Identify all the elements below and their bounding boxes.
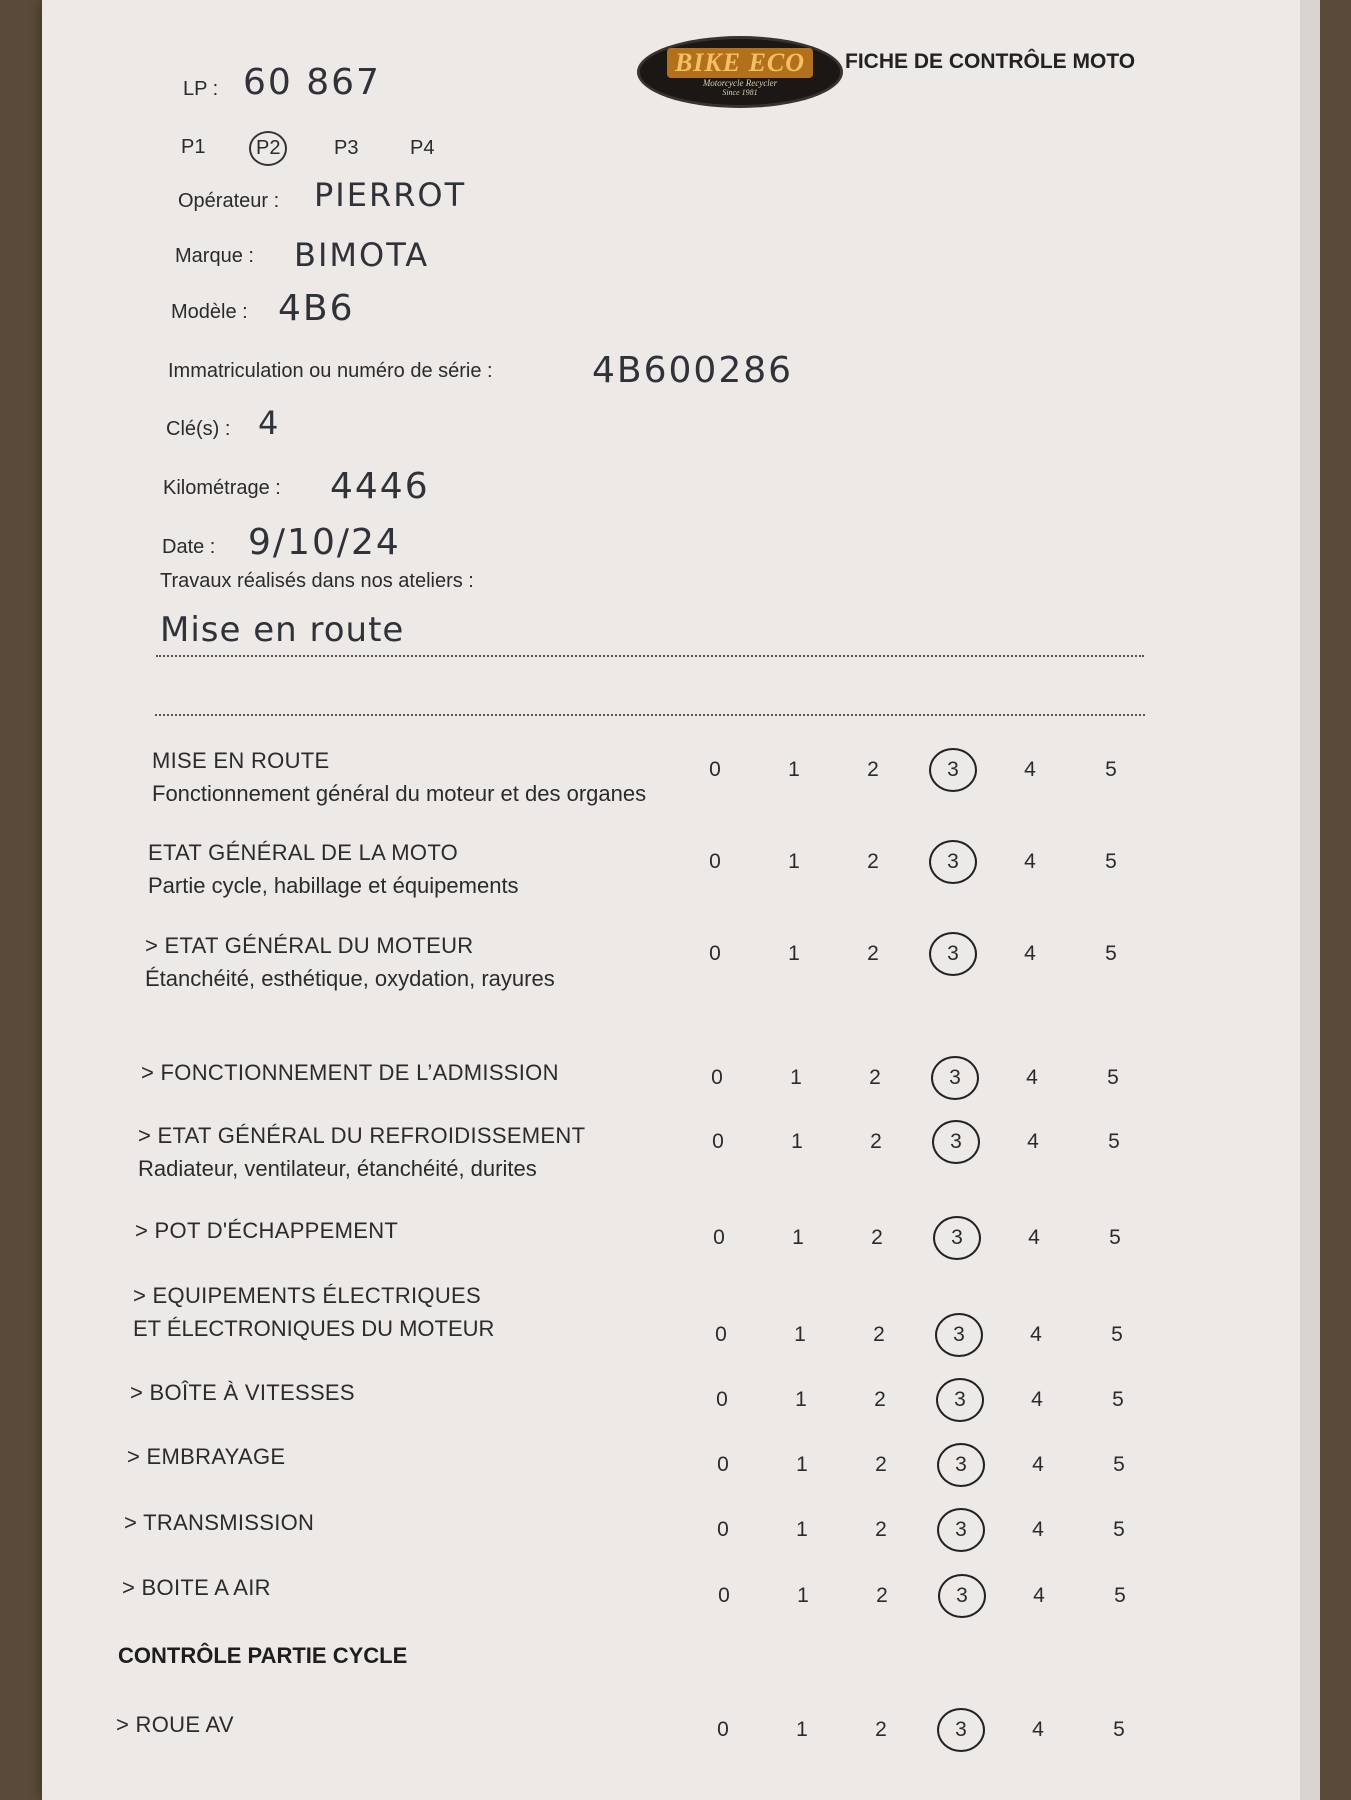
score-option[interactable]: 1: [788, 850, 800, 873]
km-value[interactable]: 4446: [330, 466, 430, 507]
score-option[interactable]: 0: [716, 1388, 728, 1411]
score-option-selected[interactable]: 3: [932, 1120, 980, 1164]
immat-label: Immatriculation ou numéro de série :: [168, 360, 493, 382]
score-option[interactable]: 1: [796, 1453, 808, 1476]
score-option[interactable]: 4: [1024, 942, 1036, 965]
p-option-2-selected[interactable]: P2: [249, 131, 287, 166]
score-option[interactable]: 1: [795, 1388, 807, 1411]
modele-label: Modèle :: [171, 301, 248, 323]
score-option[interactable]: 4: [1032, 1453, 1044, 1476]
score-option[interactable]: 0: [717, 1453, 729, 1476]
marque-label: Marque :: [175, 245, 254, 267]
rating-row-subtitle: Étanchéité, esthétique, oxydation, rayures: [145, 966, 555, 991]
score-option-selected[interactable]: 3: [929, 748, 977, 792]
operateur-value[interactable]: PIERROT: [314, 176, 467, 214]
cles-value[interactable]: 4: [258, 404, 281, 442]
score-option[interactable]: 5: [1108, 1130, 1120, 1153]
score-option[interactable]: 1: [796, 1518, 808, 1541]
form-title: FICHE DE CONTRÔLE MOTO: [845, 50, 1136, 73]
rating-row-subtitle: ET ÉLECTRONIQUES DU MOTEUR: [133, 1316, 495, 1341]
score-option[interactable]: 5: [1111, 1323, 1123, 1346]
score-option[interactable]: 2: [873, 1323, 885, 1346]
score-option[interactable]: 2: [876, 1584, 888, 1607]
score-option[interactable]: 1: [791, 1130, 803, 1153]
score-option[interactable]: 0: [709, 942, 721, 965]
p-option-4[interactable]: P4: [410, 137, 435, 159]
score-option[interactable]: 1: [790, 1066, 802, 1089]
score-option[interactable]: 2: [875, 1453, 887, 1476]
score-option[interactable]: 0: [709, 758, 721, 781]
logo-sub-text: Motorcycle Recycler: [702, 77, 778, 88]
score-option[interactable]: 2: [875, 1518, 887, 1541]
marque-value[interactable]: BIMOTA: [294, 236, 430, 274]
travaux-label: Travaux réalisés dans nos ateliers :: [160, 570, 474, 592]
score-option[interactable]: 2: [867, 758, 879, 781]
score-option[interactable]: 5: [1105, 850, 1117, 873]
score-option-selected[interactable]: 3: [929, 840, 977, 884]
travaux-line-2: [155, 714, 1145, 716]
operateur-label: Opérateur :: [178, 190, 280, 212]
score-option[interactable]: 0: [709, 850, 721, 873]
score-option-selected[interactable]: 3: [938, 1574, 986, 1618]
score-option[interactable]: 1: [788, 758, 800, 781]
modele-value[interactable]: 4B6: [278, 288, 355, 329]
score-option[interactable]: 2: [867, 942, 879, 965]
score-option[interactable]: 0: [718, 1584, 730, 1607]
lp-label: LP :: [183, 78, 219, 100]
date-value[interactable]: 9/10/24: [248, 522, 401, 563]
score-option[interactable]: 1: [788, 942, 800, 965]
score-option-selected[interactable]: 3: [931, 1056, 979, 1100]
section-partie-cycle-title: CONTRÔLE PARTIE CYCLE: [118, 1643, 408, 1668]
logo-main-text: BIKE ECO: [667, 48, 813, 78]
rating-row-title: > POT D'ÉCHAPPEMENT: [135, 1218, 399, 1243]
score-option[interactable]: 5: [1107, 1066, 1119, 1089]
score-option[interactable]: 0: [711, 1066, 723, 1089]
rating-row-title: > EQUIPEMENTS ÉLECTRIQUES: [133, 1283, 481, 1308]
rating-row-subtitle: Fonctionnement général du moteur et des organes: [152, 781, 647, 806]
rating-row-title: > TRANSMISSION: [124, 1510, 315, 1535]
score-option[interactable]: 2: [875, 1718, 887, 1741]
rating-row-title: > ETAT GÉNÉRAL DU REFROIDISSEMENT: [138, 1123, 586, 1148]
score-option[interactable]: 5: [1112, 1388, 1124, 1411]
score-option[interactable]: 0: [712, 1130, 724, 1153]
score-option[interactable]: 4: [1032, 1718, 1044, 1741]
score-option[interactable]: 5: [1113, 1453, 1125, 1476]
score-option[interactable]: 2: [874, 1388, 886, 1411]
score-option[interactable]: 4: [1031, 1388, 1043, 1411]
score-option-selected[interactable]: 3: [937, 1508, 985, 1552]
score-option[interactable]: 5: [1114, 1584, 1126, 1607]
score-option[interactable]: 4: [1028, 1226, 1040, 1249]
rating-row-title: MISE EN ROUTE: [152, 748, 330, 773]
score-option-selected[interactable]: 3: [936, 1378, 984, 1422]
score-option[interactable]: 5: [1113, 1718, 1125, 1741]
score-option[interactable]: 2: [867, 850, 879, 873]
rating-row-title: ETAT GÉNÉRAL DE LA MOTO: [148, 840, 459, 865]
date-label: Date :: [162, 536, 216, 558]
score-option[interactable]: 1: [794, 1323, 806, 1346]
rating-row-title: > BOITE A AIR: [122, 1575, 271, 1600]
score-option[interactable]: 5: [1105, 758, 1117, 781]
score-option[interactable]: 5: [1105, 942, 1117, 965]
score-option-selected[interactable]: 3: [935, 1313, 983, 1357]
lp-value[interactable]: 60 867: [243, 62, 381, 103]
travaux-line-1: [156, 655, 1144, 657]
score-option[interactable]: 4: [1024, 850, 1036, 873]
score-option[interactable]: 5: [1113, 1518, 1125, 1541]
score-option[interactable]: 4: [1033, 1584, 1045, 1607]
score-option[interactable]: 4: [1024, 758, 1036, 781]
bike-eco-logo: [637, 36, 843, 108]
score-option[interactable]: 5: [1109, 1226, 1121, 1249]
score-option[interactable]: 2: [871, 1226, 883, 1249]
rating-row-subtitle: Radiateur, ventilateur, étanchéité, durites: [138, 1156, 537, 1181]
cles-label: Clé(s) :: [166, 418, 231, 440]
score-option[interactable]: 4: [1027, 1130, 1039, 1153]
score-option[interactable]: 4: [1030, 1323, 1042, 1346]
rating-row-title: > EMBRAYAGE: [127, 1444, 286, 1469]
rating-row-title: > ROUE AV: [116, 1712, 234, 1737]
travaux-value[interactable]: Mise en route: [160, 610, 405, 650]
rating-row-title: > BOÎTE À VITESSES: [130, 1380, 355, 1405]
score-option[interactable]: 4: [1026, 1066, 1038, 1089]
score-option[interactable]: 0: [717, 1518, 729, 1541]
immat-value[interactable]: 4B600286: [592, 350, 794, 391]
score-option[interactable]: 2: [870, 1130, 882, 1153]
score-option[interactable]: 1: [792, 1226, 804, 1249]
score-option[interactable]: 0: [717, 1718, 729, 1741]
rating-row-title: > ETAT GÉNÉRAL DU MOTEUR: [145, 933, 474, 958]
score-option[interactable]: 2: [869, 1066, 881, 1089]
rating-row-title: > FONCTIONNEMENT DE L’ADMISSION: [141, 1060, 559, 1085]
score-option-selected[interactable]: 3: [933, 1216, 981, 1260]
score-option[interactable]: 0: [715, 1323, 727, 1346]
score-option[interactable]: 1: [797, 1584, 809, 1607]
score-option[interactable]: 1: [796, 1718, 808, 1741]
score-option[interactable]: 0: [713, 1226, 725, 1249]
score-option[interactable]: 4: [1032, 1518, 1044, 1541]
logo-since-text: Since 1981: [722, 87, 758, 97]
score-option-selected[interactable]: 3: [937, 1708, 985, 1752]
rating-row-subtitle: Partie cycle, habillage et équipements: [148, 873, 519, 898]
score-option-selected[interactable]: 3: [937, 1443, 985, 1487]
paper-edge: [1300, 0, 1320, 1800]
p-option-1[interactable]: P1: [181, 136, 206, 158]
score-option-selected[interactable]: 3: [929, 932, 977, 976]
p-option-3[interactable]: P3: [334, 137, 359, 159]
km-label: Kilométrage :: [163, 477, 281, 499]
